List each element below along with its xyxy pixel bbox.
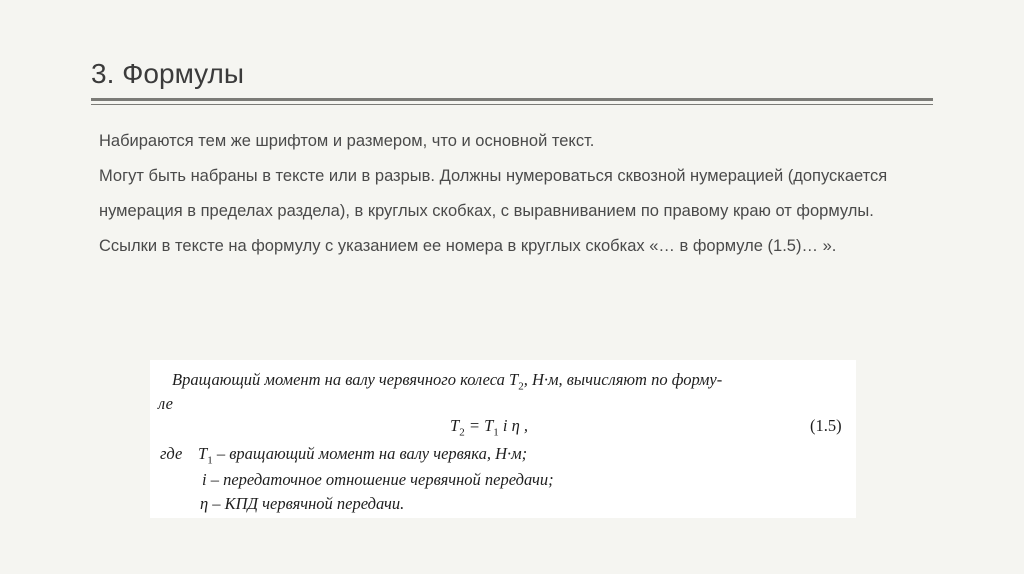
definition-eta: η – КПД червячной передачи.: [200, 494, 405, 513]
paragraph-references: Ссылки в тексте на формулу с указанием ее номера в круглых скобках «… в формуле (1.5)… ».: [99, 237, 837, 255]
excerpt-intro-line: Вращающий момент на валу червячного колеса $T_2$, Н·м, вычисляют по форму-: [172, 370, 723, 393]
paragraph-numbering: Могут быть набраны в тексте или в разрыв. Должны нумероваться сквозной нумерацией (допускается нумерация в пределах раздела), в круглых скобках, с выравниванием по правому краю от формулы.: [99, 167, 888, 220]
definition-i: i – передаточное отношение червячной передачи;: [202, 470, 554, 489]
body-text: [99, 124, 919, 264]
title-divider: [91, 98, 933, 105]
definition-t1: $T_1$ – вращающий момент на валу червяка, Н·м;: [198, 444, 528, 467]
paragraph-font: Набираются тем же шрифтом и размером, что и основной текст.: [99, 132, 595, 150]
formula: $T_2 = T_1$ i η ,: [450, 416, 529, 439]
formula-number: (1.5): [810, 416, 842, 435]
where-label: где: [160, 444, 183, 463]
formula-example-image: [150, 360, 856, 518]
slide-title: 3. Формулы: [91, 58, 244, 89]
excerpt-intro-line-2: ле: [158, 394, 173, 413]
